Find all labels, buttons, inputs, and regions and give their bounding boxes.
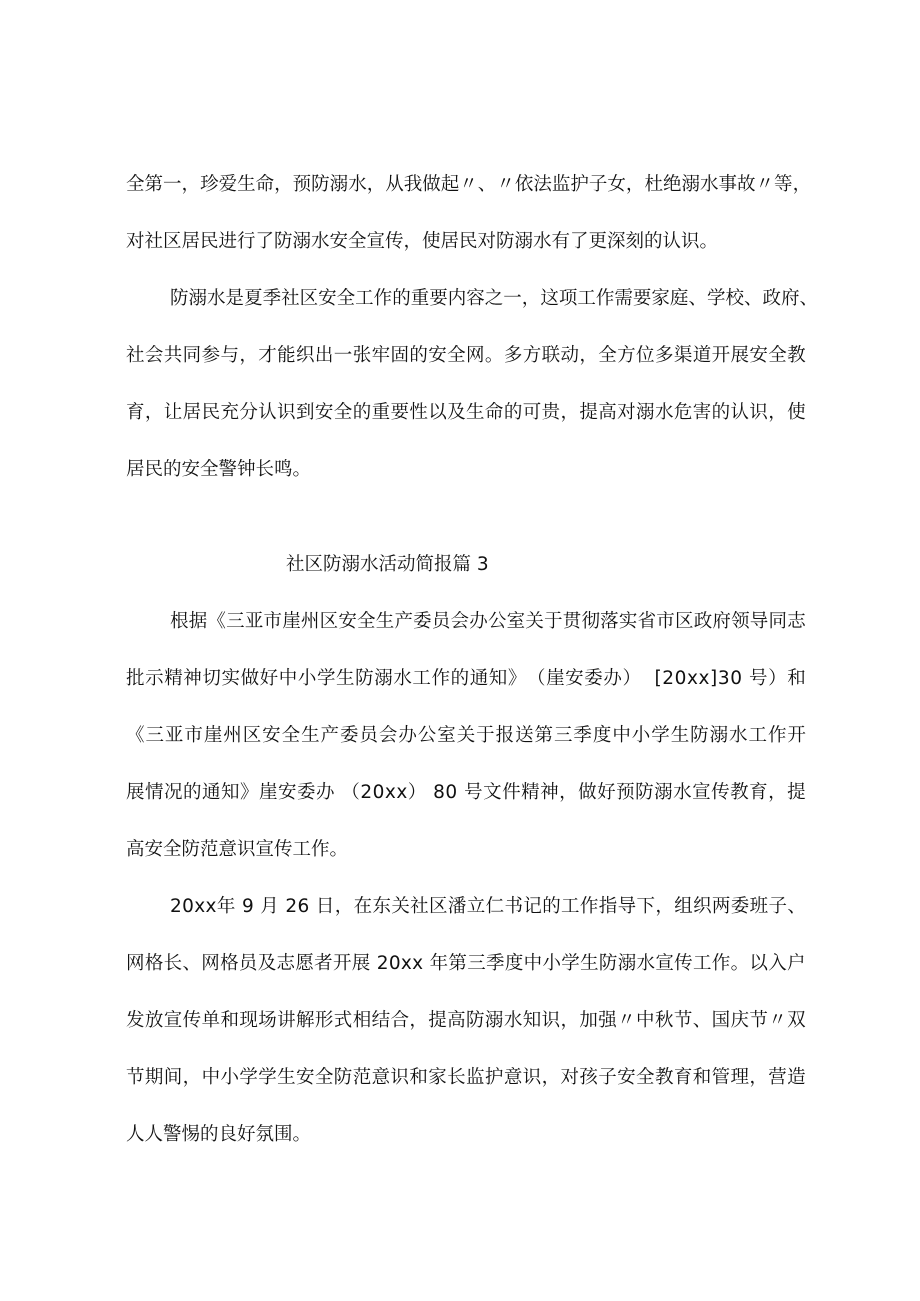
paragraph-1-line-1: 全 第 一 ， 珍 爱 生 命 ， 预 防 溺 水 ， 从 我 做 起 〃 、 〃 依 法 监 护 子 女 ， 杜 绝 溺 水 事 故 〃 等 ， — [126, 174, 812, 195]
paragraph-3-line-5: 高安全防范意识宣传工作。 — [126, 839, 349, 860]
section-heading: 社区防溺水活动简报篇 3 — [286, 554, 489, 575]
paragraph-3-line-2: 批 示 精 神 切 实 做 好 中 小 学 生 防 溺 水 工 作 的 通 知 》 （ 崖 安 委 办 ） [ 2 0 x x ] 3 0 号 ） 和 — [126, 668, 806, 689]
paragraph-4-line-4: 节 期 间 ， 中 小 学 学 生 安 全 防 范 意 识 和 家 长 监 护 意 识 ， 对 孩 子 安 全 教 育 和 管 理 ， 营 造 — [126, 1067, 806, 1088]
paragraph-4-line-5: 人人警惕的良好氛围。 — [126, 1124, 312, 1145]
paragraph-2-line-1: 防 溺 水 是 夏 季 社 区 安 全 工 作 的 重 要 内 容 之 一 ， 这 项 工 作 需 要 家 庭 、 学 校 、 政 府 、 — [170, 288, 819, 309]
paragraph-4-line-2: 网 格 长 、 网 格 员 及 志 愿 者 开 展 2 0 x x 年 第 三 季 度 中 小 学 生 防 溺 水 宣 传 工 作 。 以 入 户 — [126, 953, 806, 974]
paragraph-3-line-1: 根 据 《 三 亚 市 崖 州 区 安 全 生 产 委 员 会 办 公 室 关 于 贯 彻 落 实 省 市 区 政 府 领 导 同 志 — [170, 611, 806, 632]
paragraph-2-line-3: 育 ， 让 居 民 充 分 认 识 到 安 全 的 重 要 性 以 及 生 命 的 可 贵 ， 提 高 对 溺 水 危 害 的 认 识 ， 使 — [126, 402, 806, 423]
paragraph-4-line-1: 2 0 x x 年 9 月 2 6 日 ， 在 东 关 社 区 潘 立 仁 书 记 的 工 作 指 导 下 ， 组 织 两 委 班 子 、 — [170, 896, 806, 917]
paragraph-3-line-3: 《 三 亚 市 崖 州 区 安 全 生 产 委 员 会 办 公 室 关 于 报 送 第 三 季 度 中 小 学 生 防 溺 水 工 作 开 — [126, 725, 806, 746]
paragraph-2-line-4: 居民的安全警钟长鸣。 — [126, 459, 312, 480]
paragraph-2-line-2: 社 会 共 同 参 与 ， 才 能 织 出 一 张 牢 固 的 安 全 网 。 多 方 联 动 ， 全 方 位 多 渠 道 开 展 安 全 教 — [126, 345, 806, 366]
paragraph-3-line-4: 展 情 况 的 通 知 》 崖 安 委 办 （ 2 0 x x ） 8 0 号 文 件 精 神 ， 做 好 预 防 溺 水 宣 传 教 育 ， 提 — [126, 782, 806, 803]
paragraph-1-line-2: 对社区居民进行了防溺水安全宣传，使居民对防溺水有了更深刻的认识。 — [126, 231, 719, 252]
paragraph-4-line-3: 发 放 宣 传 单 和 现 场 讲 解 形 式 相 结 合 ， 提 高 防 溺 水 知 识 ， 加 强 〃 中 秋 节 、 国 庆 节 〃 双 — [126, 1010, 806, 1031]
